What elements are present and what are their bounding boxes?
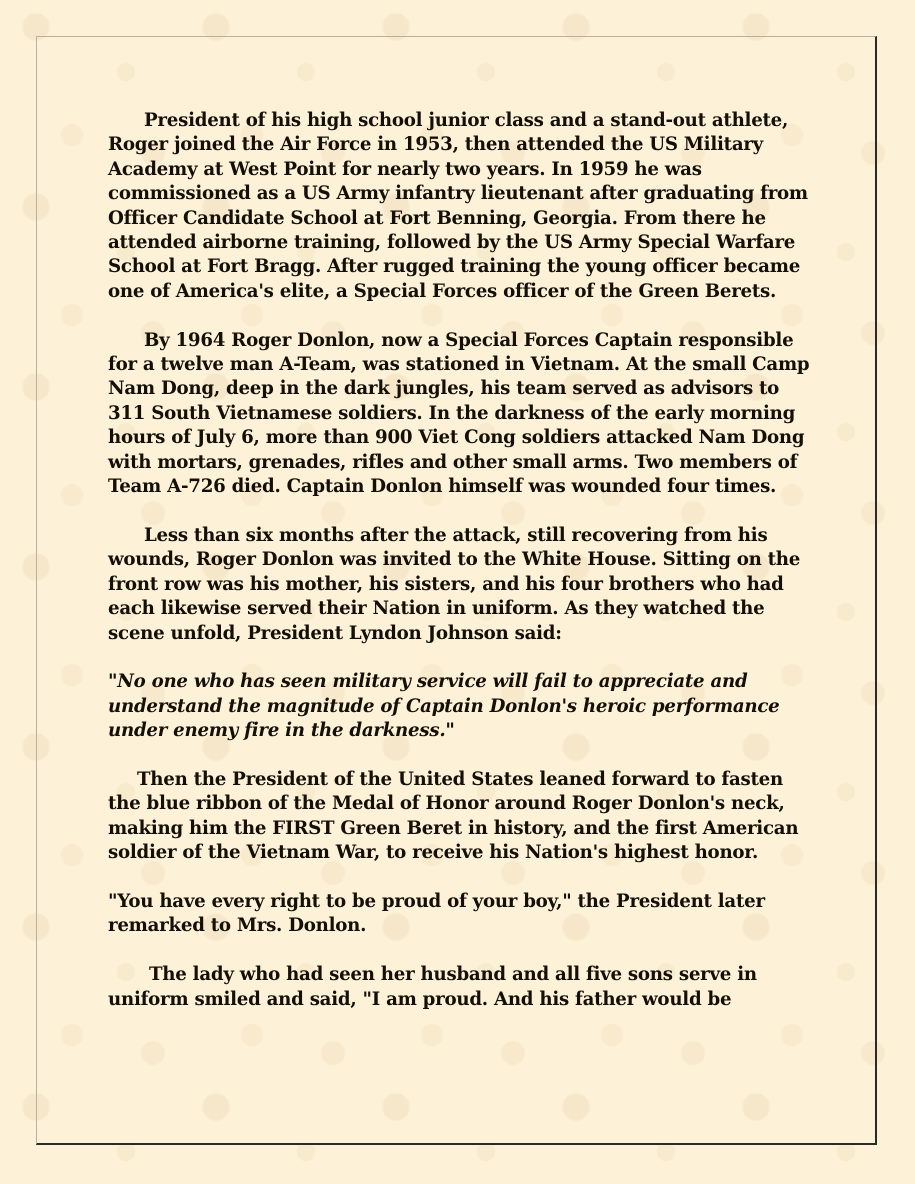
paragraph-president-remark: "You have every right to be proud of your boy," the President later remarked to Mrs. Donlon.: [108, 890, 765, 937]
paragraph-early-career: President of his high school junior class and a stand-out athlete, Roger joined the Air Force in 1953, then attended the US Military Academy at West Point for nearly two years. In 1959 he was commissioned as a US Army infantry lieutenant after graduating from Officer Candidate School at Fort Benning, Georgia. From there he attended airborne training, followed by the US Army Special Warfare School at Fort Bragg. After rugged training the young officer became one of America's elite, a Special Forces officer of the Green Berets.: [108, 110, 808, 302]
paragraph-mother-reply: The lady who had seen her husband and all five sons serve in uniform smiled and said, "I am proud. And his father would be: [108, 964, 757, 1010]
paragraph-medal-ceremony: Then the President of the United States leaned forward to fasten the blue ribbon of the Medal of Honor around Roger Donlon's neck, making him the FIRST Green Beret in history, and the first American soldier of the Vietnam War, to receive his Nation's highest honor.: [108, 768, 799, 864]
paragraph-white-house: Less than six months after the attack, still recovering from his wounds, Roger Donlon was invited to the White House. Sitting on the front row was his mother, his sisters, and his four brothers who had each likewise served their Nation in uniform. As they watched the scene unfold, President Lyndon Johnson said:: [108, 524, 801, 644]
paragraph-nam-dong-attack: By 1964 Roger Donlon, now a Special Forces Captain responsible for a twelve man A-Team, was stationed in Vietnam. At the small Camp Nam Dong, deep in the dark jungles, his team served as advisors to 311 South Vietnamese soldiers. In the darkness of the early morning hours of July 6, more than 900 Viet Cong soldiers attacked Nam Dong with mortars, grenades, rifles and other small arms. Two members of Team A-726 died. Captain Donlon himself was wounded four times.: [108, 329, 810, 498]
document-body: [108, 109, 820, 1036]
paragraph-johnson-quote: "No one who has seen military service will fail to appreciate and understand the magnitude of Captain Donlon's heroic performance under enemy fire in the darkness.": [108, 671, 780, 742]
